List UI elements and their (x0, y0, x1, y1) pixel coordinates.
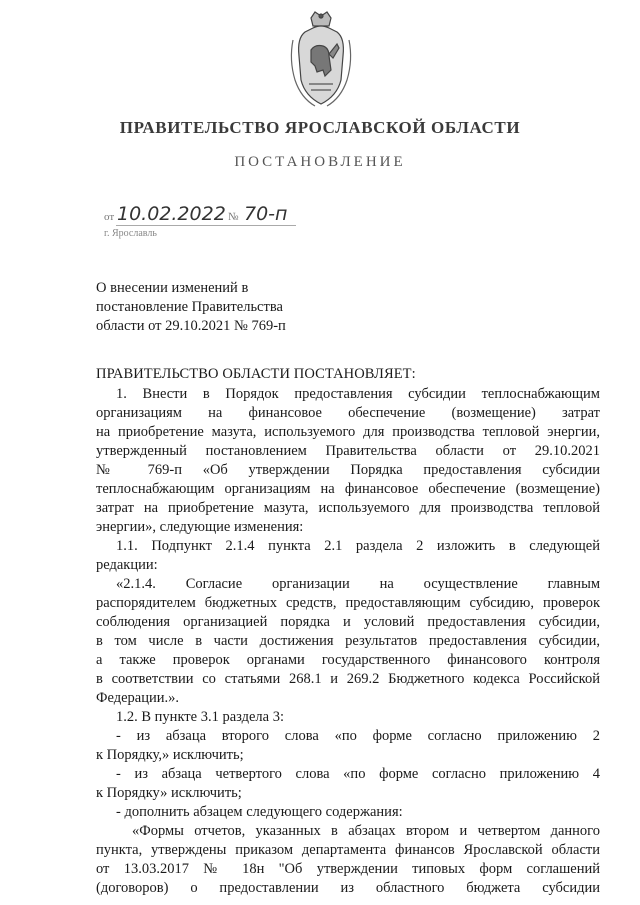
subject-line: постановление Правительства (96, 299, 283, 315)
body-line: от 13.03.2017 № 18н "Об утверждении типовых форм соглашений (96, 861, 600, 877)
number-mark: № (228, 211, 239, 223)
body-line: на приобретение мазута, используемого для производства тепловой энергии, (96, 424, 600, 440)
body-line: теплоснабжающим организациям на финансовое обеспечение (возмещение) (96, 481, 600, 497)
coat-of-arms-emblem (285, 10, 357, 110)
body-line: а также проверок органами государственного финансового контроля (96, 652, 600, 668)
date-prefix: от (104, 211, 115, 223)
body-line: 1.2. В пункте 3.1 раздела 3: (116, 709, 284, 725)
body-line: в соответствии со статьями 268.1 и 269.2 Бюджетного кодекса Российской (96, 671, 600, 687)
document-date: 10.02.2022 (117, 203, 226, 225)
subject-line: области от 29.10.2021 № 769-п (96, 318, 286, 334)
body-line: в том числе в части достижения результатов предоставления субсидии, (96, 633, 600, 649)
body-line: - дополнить абзацем следующего содержания: (116, 804, 403, 820)
body-line: 1.1. Подпункт 2.1.4 пункта 2.1 раздела 2 изложить в следующей (116, 538, 600, 554)
body-line: - из абзаца четвертого слова «по форме согласно приложению 4 (116, 766, 600, 782)
body-line: (договоров) о предоставлении из областного бюджета субсидии (96, 880, 600, 896)
body-line: организациям на финансовое обеспечение (возмещение) затрат (96, 405, 600, 421)
body-line: затрат на приобретение мазута, используемого для производства тепловой (96, 500, 600, 516)
document-number: 70-п (244, 203, 288, 225)
document-body (96, 385, 600, 898)
body-line: к Порядку» исключить; (96, 785, 242, 801)
body-line: «2.1.4. Согласие организации на осуществление главным (116, 576, 600, 592)
government-title: ПРАВИТЕЛЬСТВО ЯРОСЛАВСКОЙ ОБЛАСТИ (119, 118, 521, 137)
body-line: «Формы отчетов, указанных в абзацах втором и четвертом данного (132, 823, 600, 839)
subject-line: О внесении изменений в (96, 280, 249, 296)
body-line: - из абзаца второго слова «по форме согласно приложению 2 (116, 728, 600, 744)
body-line: редакции: (96, 557, 158, 573)
body-line: Федерации.». (96, 690, 179, 706)
document-type: ПОСТАНОВЛЕНИЕ (234, 154, 406, 170)
body-line: соблюдения организацией порядка и условий предоставления субсидии, (96, 614, 600, 630)
body-line: утвержденный постановлением Правительства области от 29.10.2021 (96, 443, 600, 459)
date-number-line (104, 203, 344, 229)
body-line: энергии», следующие изменения: (96, 519, 304, 535)
body-line: № 769-п «Об утверждении Порядка предоставления субсидии (96, 462, 600, 478)
document-subject (96, 279, 286, 336)
body-line: 1. Внести в Порядок предоставления субсидии теплоснабжающим (116, 386, 600, 402)
city: г. Ярославль (104, 228, 157, 239)
body-line: распорядителем бюджетных средств, предоставляющим субсидию, проверок (96, 595, 600, 611)
decree-heading: ПРАВИТЕЛЬСТВО ОБЛАСТИ ПОСТАНОВЛЯЕТ: (96, 366, 416, 382)
body-line: к Порядку,» исключить; (96, 747, 244, 763)
body-line: пункта, утверждены приказом департамента финансов Ярославской области (96, 842, 600, 858)
date-underline (116, 225, 296, 226)
